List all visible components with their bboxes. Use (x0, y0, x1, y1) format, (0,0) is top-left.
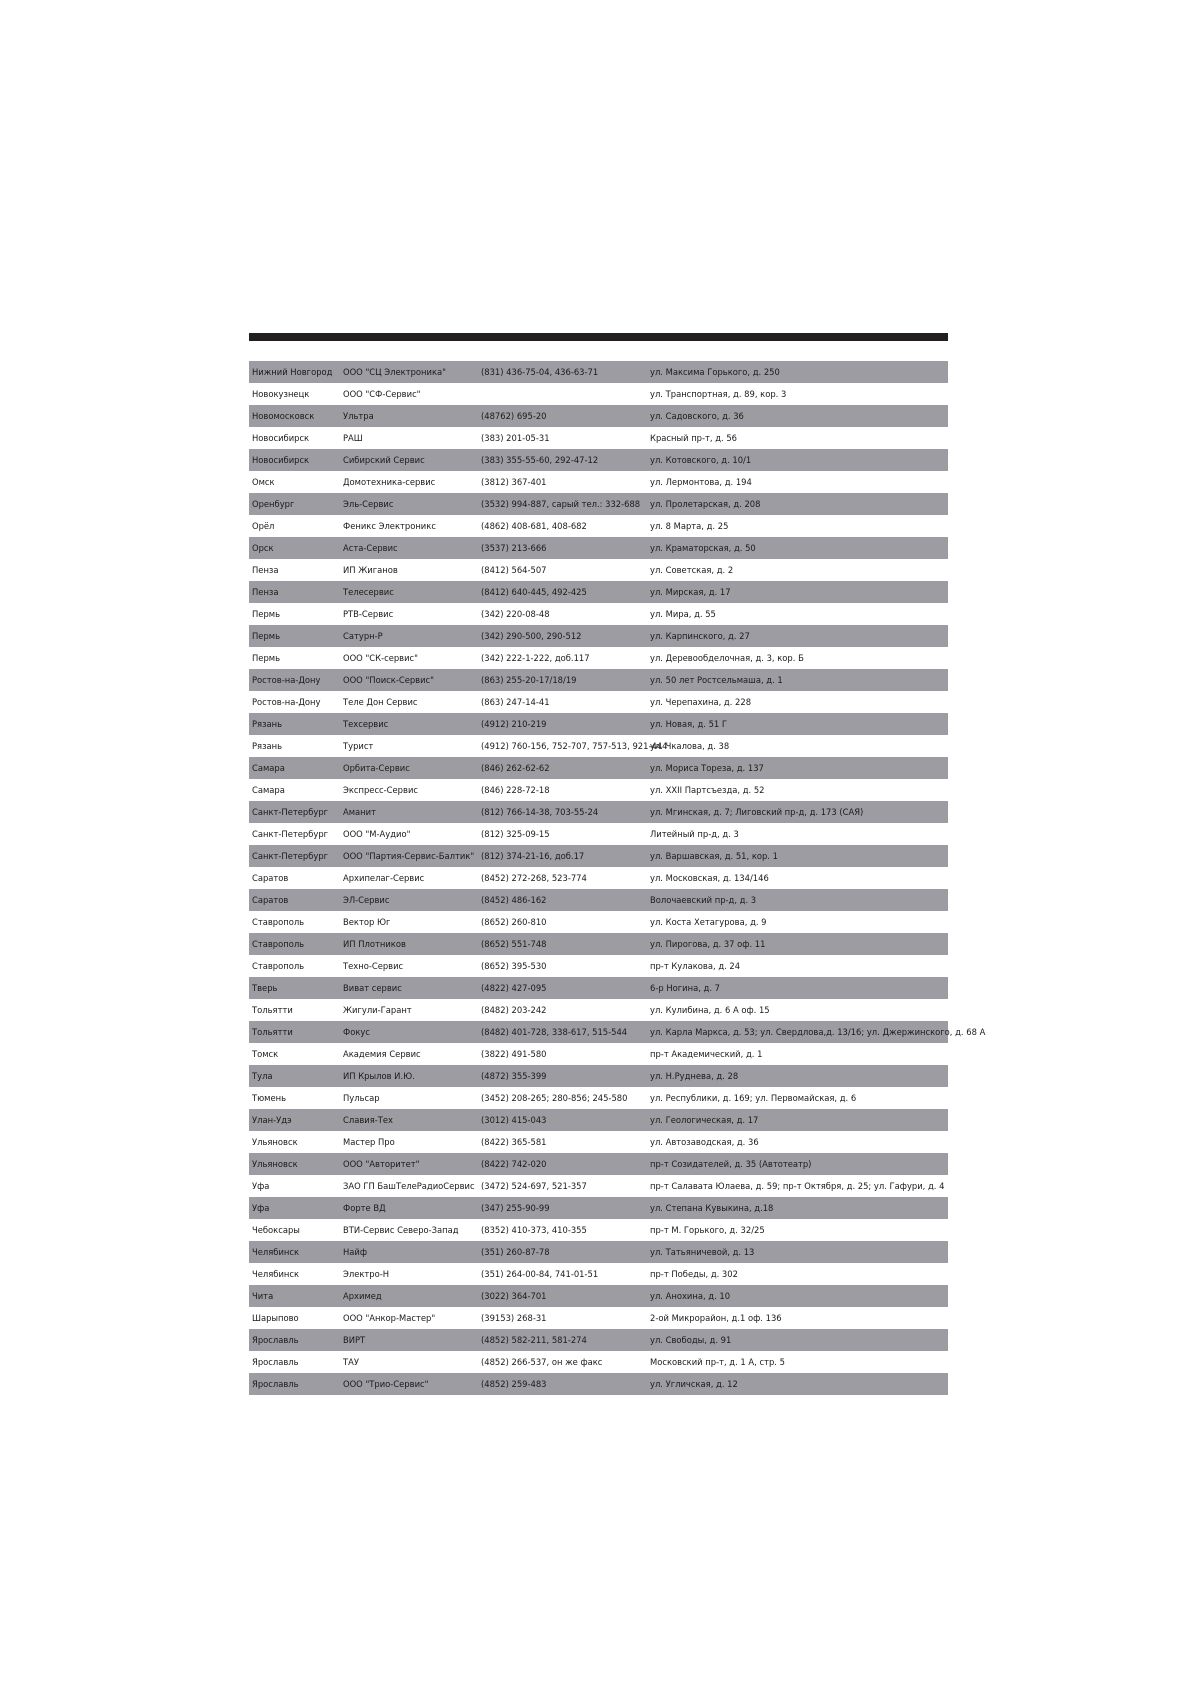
table-row (249, 1263, 948, 1285)
table-row (249, 1021, 986, 1043)
city-cell: Ярославль (252, 1335, 299, 1345)
table-row (249, 581, 948, 603)
organization-cell: Электро-Н (343, 1269, 390, 1279)
address-cell: ул. Карпинского, д. 27 (650, 631, 750, 641)
city-cell: Чебоксары (252, 1225, 300, 1235)
address-cell: ул. Садовского, д. 36 (650, 411, 744, 421)
organization-cell: ООО "СК-сервис" (343, 653, 419, 663)
phone-cell: (342) 290-500, 290-512 (481, 631, 582, 641)
phone-cell: (4852) 582-211, 581-274 (481, 1335, 587, 1345)
address-cell: ул. Лермонтова, д. 194 (650, 477, 752, 487)
city-cell: Рязань (252, 741, 283, 751)
table-row (249, 559, 948, 581)
phone-cell: (4912) 210-219 (481, 719, 547, 729)
table-row (249, 955, 948, 977)
address-cell: ул. Новая, д. 51 Г (650, 719, 728, 729)
organization-cell: ВТИ-Сервис Северо-Запад (343, 1225, 459, 1235)
address-cell: ул. Деревообделочная, д. 3, кор. Б (650, 653, 804, 663)
phone-cell: (383) 355-55-60, 292-47-12 (481, 455, 599, 465)
phone-cell: (3822) 491-580 (481, 1049, 547, 1059)
city-cell: Челябинск (252, 1247, 300, 1257)
service-centers-table (249, 361, 986, 1395)
organization-cell: Мастер Про (343, 1137, 395, 1147)
address-cell: ул. Кулибина, д. 6 А оф. 15 (650, 1005, 770, 1015)
organization-cell: Славия-Тех (343, 1115, 393, 1125)
organization-cell: РТВ-Сервис (343, 609, 394, 619)
organization-cell: Сатурн-Р (343, 631, 383, 641)
address-cell: ул. Свободы, д. 91 (650, 1335, 732, 1345)
phone-cell: (4852) 266-537, он же факс (481, 1357, 603, 1367)
phone-cell: (4822) 427-095 (481, 983, 547, 993)
phone-cell: (351) 260-87-78 (481, 1247, 550, 1257)
city-cell: Новосибирск (252, 455, 310, 465)
organization-cell: Фокус (343, 1027, 370, 1037)
phone-cell: (831) 436-75-04, 436-63-71 (481, 367, 599, 377)
organization-cell: ИП Плотников (343, 939, 406, 949)
organization-cell: Аманит (343, 807, 376, 817)
city-cell: Тольятти (252, 1005, 293, 1015)
table-row (249, 757, 948, 779)
table-row (249, 449, 948, 471)
city-cell: Челябинск (252, 1269, 300, 1279)
organization-cell: ООО "СЦ Электроника" (343, 367, 446, 377)
phone-cell: (3012) 415-043 (481, 1115, 547, 1125)
phone-cell: (342) 220-08-48 (481, 609, 550, 619)
address-cell: ул. Анохина, д. 10 (650, 1291, 731, 1301)
phone-cell: (8482) 401-728, 338-617, 515-544 (481, 1027, 628, 1037)
city-cell: Ростов-на-Дону (252, 697, 321, 707)
organization-cell: ЗАО ГП БашТелеРадиоСервис (343, 1181, 475, 1191)
organization-cell: ООО "Авторитет" (343, 1159, 420, 1169)
table-row (249, 1109, 948, 1131)
address-cell: ул. Мгинская, д. 7; Лиговский пр-д, д. 173 (САЯ) (650, 807, 864, 817)
organization-cell: ЭЛ-Сервис (343, 895, 390, 905)
table-row (249, 427, 948, 449)
table-row (249, 471, 948, 493)
table-row (249, 933, 948, 955)
city-cell: Самара (252, 785, 285, 795)
address-cell: Волочаевский пр-д, д. 3 (650, 895, 757, 905)
city-cell: Тверь (252, 983, 278, 993)
organization-cell: Техно-Сервис (343, 961, 404, 971)
organization-cell: Сибирский Сервис (343, 455, 425, 465)
phone-cell: (8422) 742-020 (481, 1159, 547, 1169)
phone-cell: (4862) 408-681, 408-682 (481, 521, 587, 531)
table-row (249, 889, 948, 911)
phone-cell: (3472) 524-697, 521-357 (481, 1181, 587, 1191)
city-cell: Пермь (252, 609, 281, 619)
table-row (249, 713, 948, 735)
phone-cell: (812) 766-14-38, 703-55-24 (481, 807, 599, 817)
table-row (249, 977, 948, 999)
table-row (249, 823, 948, 845)
phone-cell: (812) 374-21-16, доб.17 (481, 851, 585, 861)
address-cell: ул. Степана Кувыкина, д.18 (650, 1203, 774, 1213)
phone-cell: (8652) 551-748 (481, 939, 547, 949)
city-cell: Омск (252, 477, 275, 487)
city-cell: Ярославль (252, 1357, 299, 1367)
phone-cell: (3537) 213-666 (481, 543, 547, 553)
organization-cell: Жигули-Гарант (343, 1005, 412, 1015)
organization-cell: ООО "СФ-Сервис" (343, 389, 421, 399)
city-cell: Тула (252, 1071, 273, 1081)
table-row (249, 515, 948, 537)
address-cell: ул. Мирская, д. 17 (650, 587, 731, 597)
organization-cell: Найф (343, 1247, 368, 1257)
phone-cell: (3812) 367-401 (481, 477, 547, 487)
table-row (249, 1197, 948, 1219)
organization-cell: Вектор Юг (343, 917, 391, 927)
city-cell: Нижний Новгород (252, 367, 333, 377)
table-row (249, 911, 948, 933)
organization-cell: Ультра (343, 411, 374, 421)
organization-cell: ООО "М-Аудио" (343, 829, 411, 839)
city-cell: Оренбург (252, 499, 295, 509)
city-cell: Ярославль (252, 1379, 299, 1389)
address-cell: ул. 8 Марта, д. 25 (650, 521, 729, 531)
organization-cell: ООО "Поиск-Сервис" (343, 675, 434, 685)
address-cell: ул. Чкалова, д. 38 (650, 741, 730, 751)
phone-cell: (347) 255-90-99 (481, 1203, 550, 1213)
phone-cell: (4852) 259-483 (481, 1379, 547, 1389)
phone-cell: (863) 247-14-41 (481, 697, 550, 707)
organization-cell: Орбита-Сервис (343, 763, 410, 773)
table-row (249, 383, 948, 405)
city-cell: Санкт-Петербург (252, 807, 329, 817)
organization-cell: Телесервис (343, 587, 394, 597)
city-cell: Саратов (252, 873, 289, 883)
address-cell: Московский пр-т, д. 1 А, стр. 5 (650, 1357, 785, 1367)
address-cell: ул. 50 лет Ростсельмаша, д. 1 (650, 675, 783, 685)
phone-cell: (8412) 564-507 (481, 565, 547, 575)
table-row (249, 1131, 948, 1153)
table-row (249, 1351, 948, 1373)
organization-cell: РАШ (343, 433, 363, 443)
organization-cell: Аста-Сервис (343, 543, 398, 553)
header-rule (249, 333, 948, 341)
address-cell: Литейный пр-д, д. 3 (650, 829, 739, 839)
phone-cell: (4872) 355-399 (481, 1071, 547, 1081)
organization-cell: ТАУ (343, 1357, 359, 1367)
city-cell: Тюмень (252, 1093, 287, 1103)
city-cell: Улан-Удэ (252, 1115, 292, 1125)
city-cell: Уфа (252, 1203, 270, 1213)
city-cell: Новосибирск (252, 433, 310, 443)
city-cell: Ставрополь (252, 939, 305, 949)
phone-cell: (8652) 395-530 (481, 961, 547, 971)
address-cell: ул. Краматорская, д. 50 (650, 543, 756, 553)
city-cell: Пенза (252, 565, 279, 575)
organization-cell: Турист (343, 741, 374, 751)
city-cell: Рязань (252, 719, 283, 729)
phone-cell: (846) 228-72-18 (481, 785, 550, 795)
table-row (249, 647, 948, 669)
table-row (249, 493, 948, 515)
city-cell: Самара (252, 763, 285, 773)
organization-cell: ООО "Анкор-Мастер" (343, 1313, 436, 1323)
address-cell: ул. Н.Руднева, д. 28 (650, 1071, 739, 1081)
phone-cell: (3532) 994-887, сарый тел.: 332-688 (481, 499, 641, 509)
table-row (249, 1307, 948, 1329)
organization-cell: Эль-Сервис (343, 499, 394, 509)
organization-cell: ООО "Трио-Сервис" (343, 1379, 429, 1389)
address-cell: ул. Транспортная, д. 89, кор. 3 (650, 389, 787, 399)
city-cell: Ставрополь (252, 961, 305, 971)
address-cell: пр-т Салавата Юлаева, д. 59; пр-т Октября, д. 25; ул. Гафури, д. 4 (650, 1181, 945, 1191)
table-row (249, 1153, 948, 1175)
address-cell: ул. Максима Горького, д. 250 (650, 367, 780, 377)
address-cell: ул. Котовского, д. 10/1 (650, 455, 752, 465)
table-row (249, 867, 948, 889)
organization-cell: Виват сервис (343, 983, 402, 993)
address-cell: ул. Автозаводская, д. 36 (650, 1137, 759, 1147)
phone-cell: (383) 201-05-31 (481, 433, 550, 443)
table-row (249, 691, 948, 713)
organization-cell: ИП Жиганов (343, 565, 398, 575)
address-cell: ул. Татьяничевой, д. 13 (650, 1247, 755, 1257)
city-cell: Санкт-Петербург (252, 829, 329, 839)
city-cell: Пермь (252, 631, 281, 641)
table-row (249, 735, 948, 757)
table-row (249, 1329, 948, 1351)
phone-cell: (3452) 208-265; 280-856; 245-580 (481, 1093, 628, 1103)
table-row (249, 361, 948, 383)
organization-cell: Техсервис (343, 719, 389, 729)
address-cell: ул. Коста Хетагурова, д. 9 (650, 917, 767, 927)
table-row (249, 625, 948, 647)
table-row (249, 537, 948, 559)
table-row (249, 1285, 948, 1307)
address-cell: ул. Московская, д. 134/146 (650, 873, 769, 883)
address-cell: 6-р Ногина, д. 7 (650, 983, 720, 993)
address-cell: ул. Мориса Тореза, д. 137 (650, 763, 764, 773)
organization-cell: Форте ВД (343, 1203, 386, 1213)
city-cell: Чита (252, 1291, 274, 1301)
table-row (249, 1065, 948, 1087)
phone-cell: (3022) 364-701 (481, 1291, 547, 1301)
table-row (249, 1087, 948, 1109)
city-cell: Шарыпово (252, 1313, 299, 1323)
organization-cell: Академия Сервис (343, 1049, 421, 1059)
address-cell: ул. Угличская, д. 12 (650, 1379, 738, 1389)
organization-cell: Экспресс-Сервис (343, 785, 418, 795)
address-cell: ул. Пролетарская, д. 208 (650, 499, 761, 509)
phone-cell: (863) 255-20-17/18/19 (481, 675, 577, 685)
address-cell: ул. Советская, д. 2 (650, 565, 734, 575)
organization-cell: Архимед (343, 1291, 382, 1301)
table-row (249, 1175, 948, 1197)
address-cell: 2-ой Микрорайон, д.1 оф. 136 (650, 1313, 782, 1323)
city-cell: Санкт-Петербург (252, 851, 329, 861)
address-cell: ул. Пирогова, д. 37 оф. 11 (650, 939, 766, 949)
organization-cell: Архипелаг-Сервис (343, 873, 425, 883)
address-cell: ул. Геологическая, д. 17 (650, 1115, 759, 1125)
organization-cell: ООО "Партия-Сервис-Балтик" (343, 851, 475, 861)
table-row (249, 669, 948, 691)
phone-cell: (8482) 203-242 (481, 1005, 547, 1015)
phone-cell: (342) 222-1-222, доб.117 (481, 653, 590, 663)
phone-cell: (812) 325-09-15 (481, 829, 550, 839)
city-cell: Ставрополь (252, 917, 305, 927)
city-cell: Орёл (252, 521, 275, 531)
table-row (249, 779, 948, 801)
address-cell: ул. Черепахина, д. 228 (650, 697, 752, 707)
phone-cell: (8652) 260-810 (481, 917, 547, 927)
address-cell: ул. Республики, д. 169; ул. Первомайская, д. 6 (650, 1093, 857, 1103)
organization-cell: Феникс Электроникс (343, 521, 436, 531)
city-cell: Саратов (252, 895, 289, 905)
table-row (249, 1373, 948, 1395)
city-cell: Пермь (252, 653, 281, 663)
address-cell: пр-т Кулакова, д. 24 (650, 961, 741, 971)
table-row (249, 801, 948, 823)
organization-cell: ВИРТ (343, 1335, 366, 1345)
phone-cell: (8412) 640-445, 492-425 (481, 587, 587, 597)
address-cell: Красный пр-т, д. 56 (650, 433, 737, 443)
city-cell: Новокузнецк (252, 389, 310, 399)
city-cell: Тольятти (252, 1027, 293, 1037)
organization-cell: Пульсар (343, 1093, 380, 1103)
phone-cell: (8452) 272-268, 523-774 (481, 873, 587, 883)
phone-cell: (4912) 760-156, 752-707, 757-513, 921-444 (481, 741, 668, 751)
table-row (249, 603, 948, 625)
city-cell: Томск (252, 1049, 279, 1059)
city-cell: Ростов-на-Дону (252, 675, 321, 685)
address-cell: пр-т Победы, д. 302 (650, 1269, 738, 1279)
city-cell: Ульяновск (252, 1137, 298, 1147)
table-row (249, 1043, 948, 1065)
table-row (249, 999, 948, 1021)
table-row (249, 1241, 948, 1263)
organization-cell: Домотехника-сервис (343, 477, 436, 487)
address-cell: пр-т Академический, д. 1 (650, 1049, 763, 1059)
address-cell: пр-т Созидателей, д. 35 (Автотеатр) (650, 1159, 812, 1169)
phone-cell: (8422) 365-581 (481, 1137, 547, 1147)
phone-cell: (351) 264-00-84, 741-01-51 (481, 1269, 599, 1279)
address-cell: пр-т М. Горького, д. 32/25 (650, 1225, 765, 1235)
city-cell: Уфа (252, 1181, 270, 1191)
phone-cell: (39153) 268-31 (481, 1313, 547, 1323)
city-cell: Новомосковск (252, 411, 315, 421)
address-cell: ул. Варшавская, д. 51, кор. 1 (650, 851, 778, 861)
address-cell: ул. Мира, д. 55 (650, 609, 716, 619)
organization-cell: ИП Крылов И.Ю. (343, 1071, 415, 1081)
organization-cell: Теле Дон Сервис (343, 697, 418, 707)
address-cell: ул. XXII Партсъезда, д. 52 (650, 785, 765, 795)
table-row (249, 845, 948, 867)
address-cell: ул. Карла Маркса, д. 53; ул. Свердлова,д. 13/16; ул. Джержинского, д. 68 А (650, 1027, 986, 1037)
table-row (249, 1219, 948, 1241)
phone-cell: (48762) 695-20 (481, 411, 547, 421)
city-cell: Ульяновск (252, 1159, 298, 1169)
phone-cell: (8352) 410-373, 410-355 (481, 1225, 587, 1235)
phone-cell: (8452) 486-162 (481, 895, 547, 905)
city-cell: Орск (252, 543, 274, 553)
city-cell: Пенза (252, 587, 279, 597)
phone-cell: (846) 262-62-62 (481, 763, 550, 773)
table-row (249, 405, 948, 427)
